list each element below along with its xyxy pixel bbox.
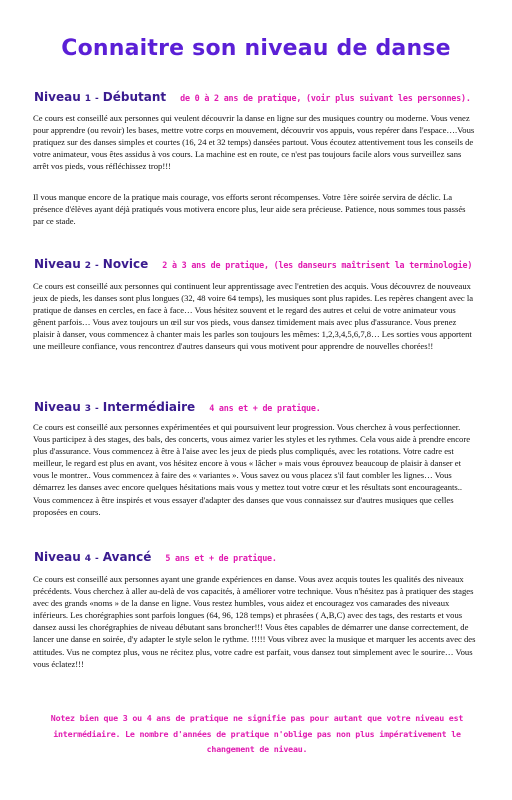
- level-1-heading: [34, 86, 471, 105]
- level-4-heading: [34, 546, 277, 565]
- level-duration-note: de 0 à 2 ans de pratique, (voir plus suivant les personnes).: [180, 93, 471, 103]
- level-4-paragraph-1: Ce cours est conseillé aux personnes ayant une grande expériences en danse. Vous avez acquis toutes les qualités des niveaux précédents. Vous cherchez à aller au-delà de vos capacités, à améliorer votre technique. Vous n'hésitez pas à pratiquer des stages avec des grands «noms » de la danse en ligne. Vous restez humbles, vous aidez et encouragez vos camarades des niveaux inférieurs. Les chorégraphies sont parfois longues (64, 96, 128 temps) et phrasées ( A,B,C) avec des tags, des restarts et vous dansez aussi les chorégraphies de niveau débutant sans broncher!!! Vous êtes capables de démarrer une danse correctement, de lancer une danse en soirée, d'y adapter le style selon le rythme. !!!!! Vous vibrez avec la musique et marquer les accents avec des attitudes. Vus ne comptez plus, vous ne récitez plus, votre cadre est parfait, vous dansez tout simplement avec le sourire… Vous vous éclatez!!!: [33, 574, 476, 669]
- level-word: Niveau: [34, 257, 81, 271]
- level-number: 2: [84, 261, 92, 271]
- footer-note: Notez bien que 3 ou 4 ans de pratique ne signifie pas pour autant que votre niveau est intermédiaire. Le nombre d'années de pratique n'oblige pas non plus impérativement le changement de niveau.: [50, 713, 464, 754]
- level-duration-note: 2 à 3 ans de pratique, (les danseurs maîtrisent la terminologie): [162, 260, 473, 270]
- level-name: Avancé: [102, 550, 152, 564]
- level-number: 4: [84, 554, 92, 564]
- level-1-paragraph-1: Ce cours est conseillé aux personnes qui veulent découvrir la danse en ligne sur des musiques country ou moderne. Vous venez pour apprendre (ou revoir) les bases, mettre votre corps en mouvement, découvrir vos appuis, vous repérer dans l'espace….Vous pratiquez sur des danses simples et courtes (16, 24 et 32 temps) dansées partout. Vous écoutez attentivement tous les conseils de votre animateur, vous êtes assidus à vos cours. La machine est en route, ce n'est pas toujours facile alors vous surveillez sans arrêt vos pieds, vous réfléchissez trop!!!: [33, 113, 475, 172]
- level-1-paragraph-2: Il vous manque encore de la pratique mais courage, vos efforts seront récompenses. Votre 1ère soirée servira de déclic. La présence d'élèves ayant déjà pratiqués vous motivera encore plus, leur aide sera précieuse. Patience, nous sommes tous passés par ce stade.: [33, 192, 466, 227]
- level-duration-note: 5 ans et + de pratique.: [165, 553, 277, 563]
- level-separator: -: [95, 261, 99, 271]
- level-word: Niveau: [34, 90, 81, 104]
- level-2-heading: [34, 253, 472, 272]
- level-name: Débutant: [102, 90, 167, 104]
- level-duration-note: 4 ans et + de pratique.: [209, 403, 321, 413]
- level-word: Niveau: [34, 400, 81, 414]
- level-3-paragraph-1: Ce cours est conseillé aux personnes expérimentées et qui poursuivent leur progression. Vous cherchez à vous perfectionner. Vous participez à des stages, des bals, des concerts, vous aimez varier les styles et les rythmes. Cela vous aide à prendre encore plus d'assurance. Vous commencez à être à l'aise avec les jeux de pieds plus compliqués, avec les rotations. Votre cadre est meilleur, le regard est plus en avant, vos hésitez encore à vous « lâcher » mais vous éprouvez beaucoup de plaisir à danser et vous le montrer.. Vous commencez à faire des « variantes ». Vous savez ou vous placez s'il faut combler les lignes… Vous démarrez les danses avec encore quelques hésitations mais vous y mettez tout votre cœur et les résultats sont encourageants.. Vous commencez à être inspirés et vous essayer d'adapter des danses que vous connaissez sur d'autres musiques que celles proposées en cours.: [33, 422, 471, 517]
- level-name: Intermédiaire: [102, 400, 196, 414]
- level-2-paragraph-1: Ce cours est conseillé aux personnes qui continuent leur apprentissage avec l'entretien des acquis. Vous découvrez de nouveaux jeux de pieds, les danses sont plus longues (32, 48 voire 64 temps), les musiques sont plus rapides. Les repères changent avec la pratique de danses en cercles, en face à face… Vous hésitez souvent et le regard des autres et celui de votre animateur vous gênent parfois… Vous avez toujours un œil sur vos pieds, vous dansez timidement mais avec plus d'assurance. Vous prenez plaisir à danser, vous commencez à chanter mais les parles son toujours les mêmes: 1,2,3,4,5,6,7,8… Les sorties vous apportent une meilleure confiance, vous rencontrez d'autres danseurs qui vous motivent pour apprendre de nouvelles chorées!!: [33, 281, 474, 352]
- level-number: 3: [84, 404, 92, 414]
- level-number: 1: [84, 94, 92, 104]
- level-separator: -: [95, 404, 99, 414]
- level-separator: -: [95, 554, 99, 564]
- level-word: Niveau: [34, 550, 81, 564]
- level-3-heading: [34, 396, 321, 415]
- page-title: Connaitre son niveau de danse: [61, 36, 451, 61]
- level-separator: -: [95, 94, 99, 104]
- level-name: Novice: [102, 257, 149, 271]
